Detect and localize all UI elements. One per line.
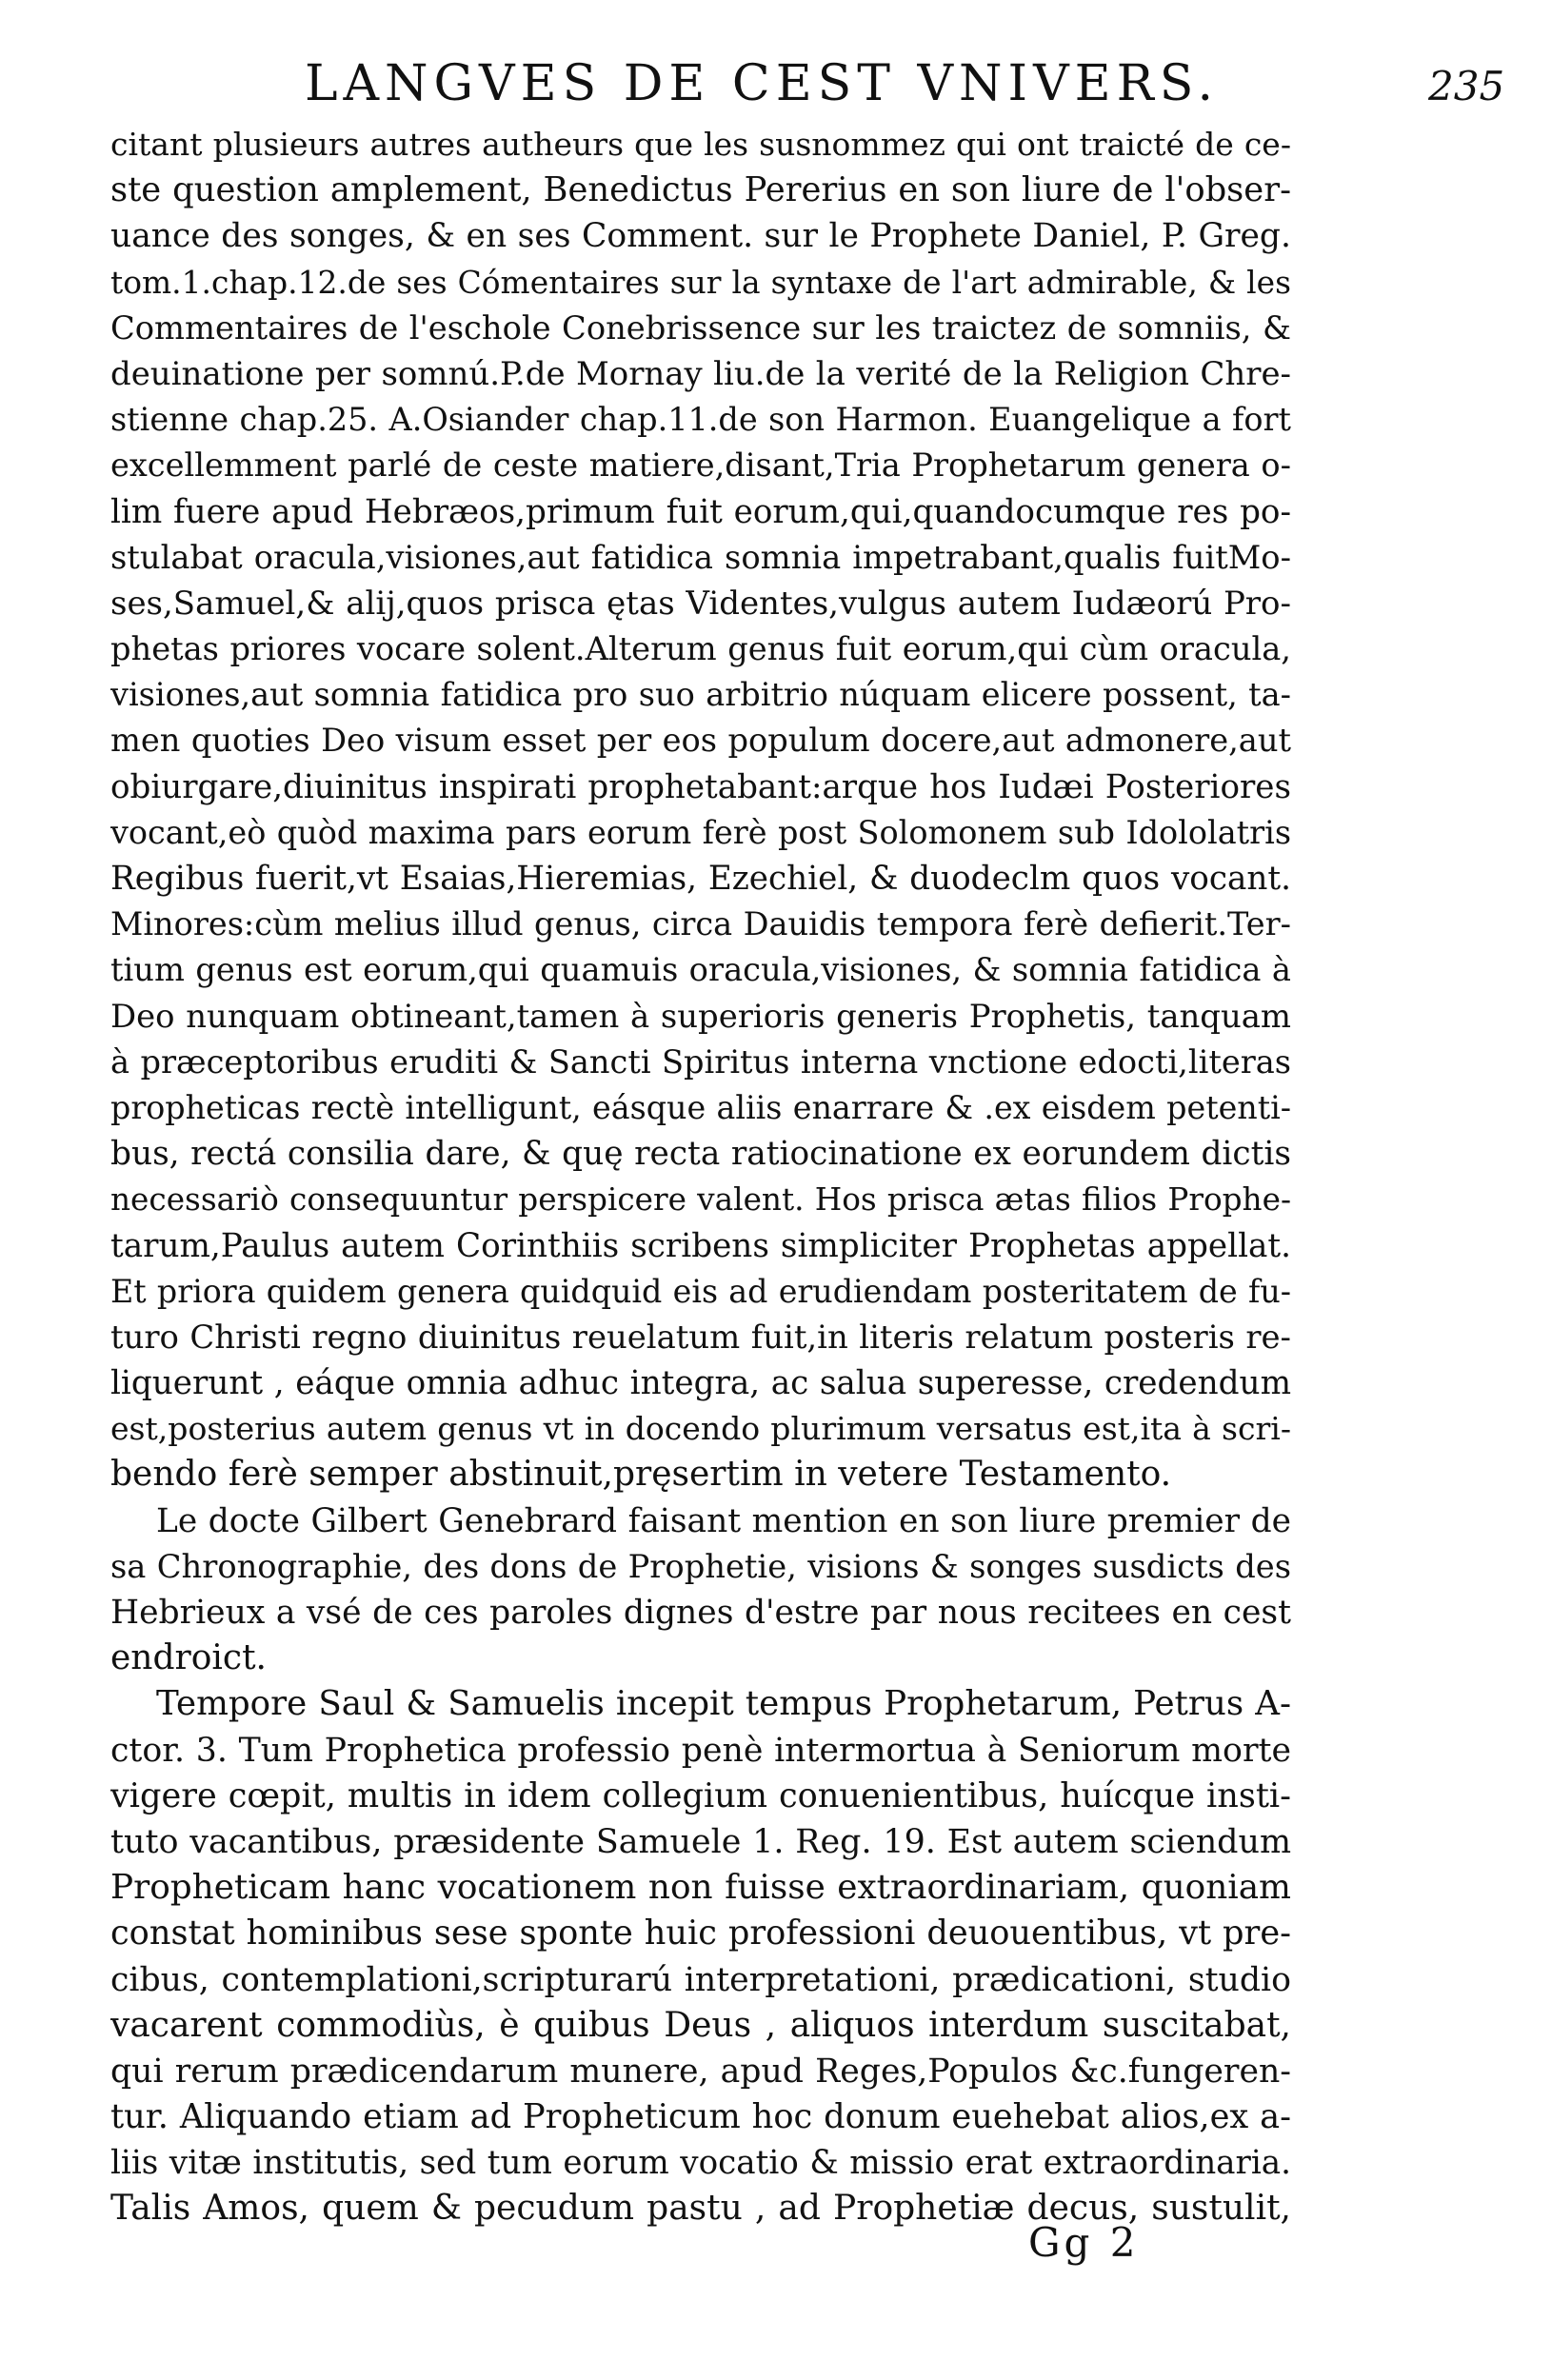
- text-line: citant plusieurs autres autheurs que les susnommez qui ont traicté de ce-: [110, 126, 1291, 163]
- body-text: [110, 122, 1291, 2232]
- text-line: men quoties Deo visum esset per eos populum docere,aut admonere,aut: [110, 722, 1291, 760]
- text-line: uance des songes, & en ses Comment. sur le Prophete Daniel, P. Greg.: [110, 217, 1291, 256]
- text-line: Le docte Gilbert Genebrard faisant mention en son liure premier de: [156, 1501, 1291, 1540]
- text-line: Commentaires de l'eschole Conebrissence sur les traictez de somniis, &: [110, 308, 1291, 347]
- text-line: ses,Samuel,& alij,quos prisca ętas Videntes,vulgus autem Iudæorú Pro-: [110, 584, 1291, 623]
- text-line: constat hominibus sese sponte huic professioni deuouentibus, vt pre-: [110, 1914, 1291, 1954]
- text-line: cibus, contemplationi,scripturarú interpretationi, prædicationi, studio: [110, 1960, 1291, 1999]
- text-line: Hebrieux a vsé de ces paroles dignes d'estre par nous recitees en cest: [110, 1594, 1291, 1632]
- text-line: est,posterius autem genus vt in docendo plurimum versatus est,ita à scri-: [110, 1410, 1291, 1448]
- text-line: stienne chap.25. A.Osiander chap.11.de son Harmon. Euangelique a fort: [110, 401, 1291, 439]
- signature-mark: Gg 2: [1028, 2219, 1140, 2266]
- text-line: vocant,eò quòd maxima pars eorum ferè post Solomonem sub Idololatris: [110, 813, 1291, 851]
- text-line: stulabat oracula,visiones,aut fatidica somnia impetrabant,qualis fuitMo-: [110, 538, 1291, 576]
- text-line: obiurgare,diuinitus inspirati prophetabant:arque hos Iudæi Posteriores: [110, 767, 1291, 806]
- text-line: Minores:cùm melius illud genus, circa Dauidis tempora ferè defierit.Ter-: [110, 905, 1291, 943]
- text-line: tom.1.chap.12.de ses Cómentaires sur la syntaxe de l'art admirable, & les: [110, 263, 1291, 301]
- text-line: deuinatione per somnú.P.de Mornay liu.de la verité de la Religion Chre-: [110, 354, 1291, 393]
- text-line: Deo nunquam obtineant,tamen à superioris generis Prophetis, tanquam: [110, 997, 1291, 1035]
- text-line: necessariò consequuntur perspicere valent. Hos prisca ætas filios Prophe-: [110, 1181, 1291, 1219]
- text-line: phetas priores vocare solent.Alterum genus fuit eorum,qui cùm oracula,: [110, 630, 1291, 668]
- text-line: Tempore Saul & Samuelis incepit tempus Prophetarum, Petrus A-: [156, 1684, 1291, 1724]
- text-line: bendo ferè semper abstinuit,pręsertim in vetere Testamento.: [110, 1455, 1172, 1495]
- text-line: Et priora quidem genera quidquid eis ad erudiendam posteritatem de fu-: [110, 1272, 1291, 1310]
- text-line: bus, rectá consilia dare, & quę recta ratiocinatione ex eorundem dictis: [110, 1135, 1291, 1174]
- text-line: tium genus est eorum,qui quamuis oracula,visiones, & somnia fatidica à: [110, 951, 1291, 989]
- text-line: ctor. 3. Tum Prophetica professio penè intermortua à Seniorum morte: [110, 1731, 1291, 1770]
- page-number: 235: [1428, 63, 1505, 109]
- text-line: visiones,aut somnia fatidica pro suo arbitrio núquam elicere possent, ta-: [110, 676, 1291, 714]
- text-line: Talis Amos, quem & pecudum pastu , ad Prophetiæ decus, sustulit,: [110, 2189, 1291, 2229]
- text-line: sa Chronographie, des dons de Prophetie, visions & songes susdicts des: [110, 1547, 1291, 1585]
- text-line: liquerunt , eáque omnia adhuc integra, ac salua superesse, credendum: [110, 1364, 1291, 1403]
- text-line: tur. Aliquando etiam ad Propheticum hoc donum euehebat alios,ex a-: [110, 2097, 1291, 2137]
- running-title: LANGVES DE CEST VNIVERS.: [304, 55, 1220, 112]
- text-line: qui rerum prædicendarum munere, apud Reges,Populos &c.fungeren-: [110, 2052, 1291, 2091]
- text-line: propheticas rectè intelligunt, eásque aliis enarrare & .ex eisdem petenti-: [110, 1088, 1291, 1126]
- text-line: Regibus fuerit,vt Esaias,Hieremias, Ezechiel, & duodeclm quos vocant.: [110, 860, 1291, 898]
- text-line: à præceptoribus eruditi & Sancti Spiritus interna vnctione edocti,literas: [110, 1042, 1291, 1081]
- text-line: lim fuere apud Hebræos,primum fuit eorum,qui,quandocumque res po-: [110, 492, 1291, 531]
- text-line: tarum,Paulus autem Corinthiis scribens simpliciter Prophetas appellat.: [110, 1226, 1291, 1265]
- text-line: endroict.: [110, 1638, 268, 1678]
- text-line: vigere cœpit, multis in idem collegium conuenientibus, huícque insti-: [110, 1775, 1291, 1815]
- text-line: vacarent commodiùs, è quibus Deus , aliquos interdum suscitabat,: [110, 2005, 1291, 2045]
- text-line: excellemment parlé de ceste matiere,disant,Tria Prophetarum genera o-: [110, 446, 1291, 485]
- text-line: ste question amplement, Benedictus Pererius en son liure de l'obser-: [110, 170, 1291, 210]
- text-line: tuto vacantibus, præsidente Samuele 1. Reg. 19. Est autem sciendum: [110, 1822, 1291, 1861]
- text-line: Propheticam hanc vocationem non fuisse extraordinariam, quoniam: [110, 1868, 1291, 1908]
- text-line: liis vitæ institutis, sed tum eorum vocatio & missio erat extraordinaria.: [110, 2144, 1291, 2183]
- text-line: turo Christi regno diuinitus reuelatum fuit,in literis relatum posteris re-: [110, 1318, 1291, 1356]
